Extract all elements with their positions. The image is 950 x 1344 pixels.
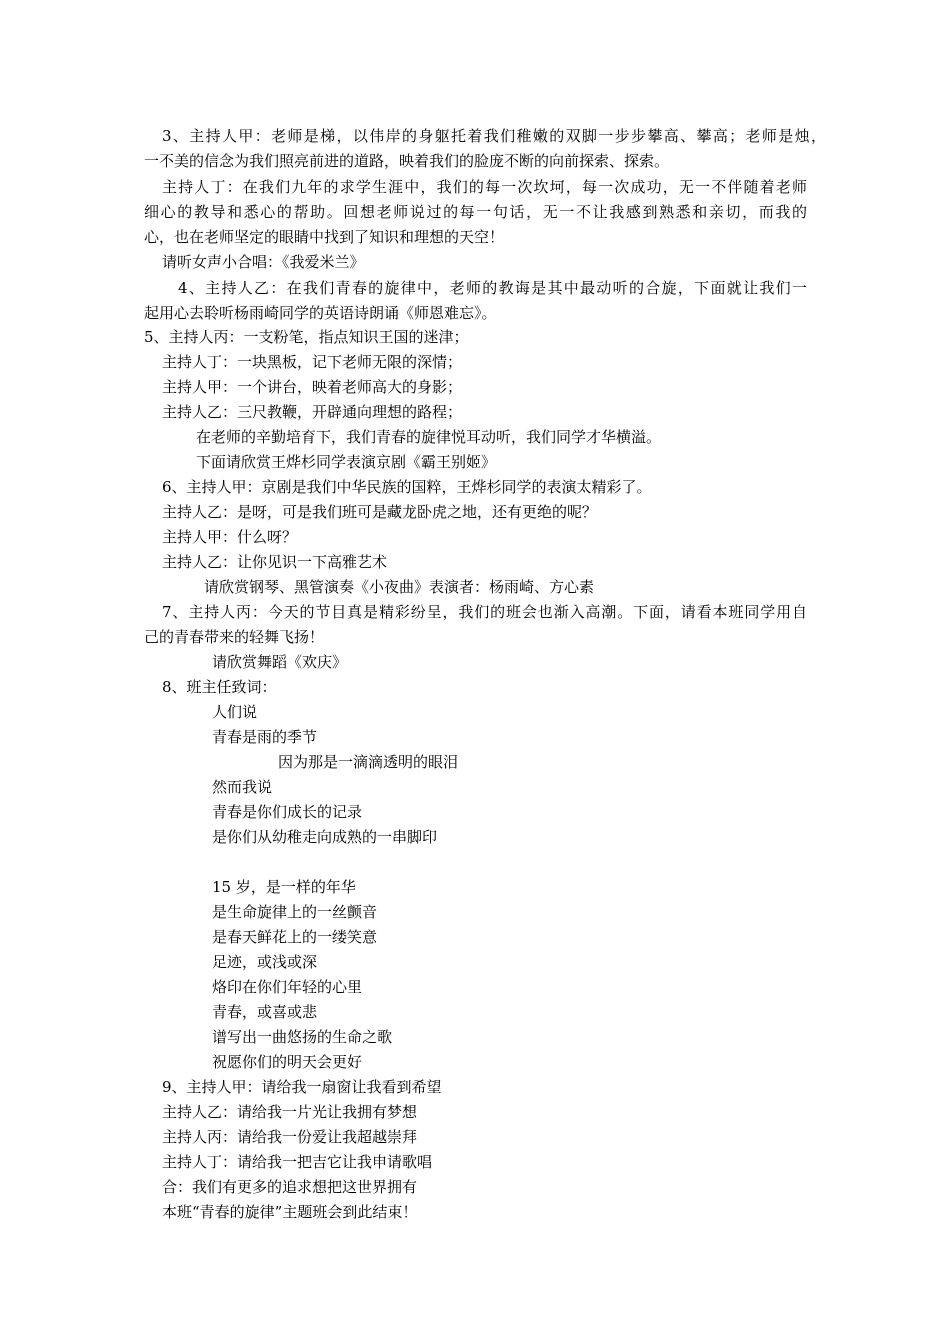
paragraph-9-ding: 主持人丁：请给我一把吉它让我申请歌唱	[162, 1153, 433, 1171]
paragraph-5-comment-2: 下面请欣赏王烨杉同学表演京剧《霸王别姬》	[196, 453, 497, 471]
poem-line: 祝愿你们的明天会更好	[212, 1053, 363, 1071]
paragraph-5-jia: 主持人甲：一个讲台，映着老师高大的身影；	[162, 378, 463, 396]
poem-line: 因为那是一滴滴透明的眼泪	[278, 753, 459, 771]
poem-line: 青春，或喜或悲	[212, 1003, 318, 1021]
poem-line: 青春是你们成长的记录	[212, 803, 363, 821]
performance-announcement: 请欣赏钢琴、黑管演奏《小夜曲》表演者：杨雨崎、方心素	[204, 578, 595, 596]
paragraph-6-yi: 主持人乙：是呀，可是我们班可是藏龙卧虎之地，还有更绝的呢？	[162, 503, 598, 521]
poem-line: 然而我说	[212, 778, 273, 796]
poem-line: 是你们从幼稚走向成熟的一串脚印	[212, 828, 438, 846]
closing-line: 本班“青春的旋律”主题班会到此结束！	[162, 1203, 418, 1221]
paragraph-6: 6、主持人甲：京剧是我们中华民族的国粹，王烨杉同学的表演太精彩了。	[162, 478, 652, 496]
poem-line: 谱写出一曲悠扬的生命之歌	[212, 1028, 393, 1046]
paragraph-5-yi: 主持人乙：三尺教鞭，开辟通向理想的路程；	[162, 403, 463, 421]
paragraph-9: 9、主持人甲：请给我一扇窗让我看到希望	[162, 1078, 442, 1096]
paragraph-7-line-1: 7、主持人丙：今天的节目真是精彩纷呈，我们的班会也渐入高潮。下面，请看本班同学用自	[162, 603, 807, 621]
paragraph-3-line-2: 一不美的信念为我们照亮前进的道路，映着我们的脸庞不断的向前探索、探索。	[144, 152, 670, 170]
paragraph-5: 5、主持人丙：一支粉笔，指点知识王国的迷津；	[144, 328, 469, 346]
paragraph-3-line-1: 3、主持人甲：老师是梯，以伟岸的身躯托着我们稚嫩的双脚一步步攀高、攀高；老师是烛，	[162, 127, 826, 145]
poem-line: 青春是雨的季节	[212, 728, 318, 746]
paragraph-8: 8、班主任致词：	[162, 678, 277, 696]
paragraph-4-line-2: 起用心去聆听杨雨崎同学的英语诗朗诵《师恩难忘》。	[144, 304, 497, 322]
paragraph-ding-line-1: 主持人丁：在我们九年的求学生涯中，我们的每一次坎坷，每一次成功，无一不伴随着老师	[162, 178, 807, 196]
paragraph-5-ding: 主持人丁：一块黑板，记下老师无限的深情；	[162, 353, 463, 371]
paragraph-9-yi: 主持人乙：请给我一片光让我拥有梦想	[162, 1103, 418, 1121]
poem-line: 烙印在你们年轻的心里	[212, 978, 363, 996]
song-announcement: 请听女声小合唱：《我爱米兰》	[162, 253, 365, 271]
poem-line: 足迹，或浅或深	[212, 953, 318, 971]
paragraph-4-line-1: 4、主持人乙：在我们青春的旋律中，老师的教诲是其中最动听的合旋，下面就让我们一	[178, 279, 807, 297]
poem-line: 15 岁，是一样的年华	[212, 878, 356, 896]
chorus-line: 合：我们有更多的追求想把这世界拥有	[162, 1178, 418, 1196]
poem-line: 是春天鲜花上的一缕笑意	[212, 928, 378, 946]
paragraph-ding-line-2: 细心的教导和悉心的帮助。回想老师说过的每一句话，无一不让我感到熟悉和亲切，而我的	[144, 203, 807, 221]
poem-line: 人们说	[212, 703, 258, 721]
paragraph-9-bing: 主持人丙：请给我一份爱让我超越崇拜	[162, 1128, 418, 1146]
paragraph-ding-line-3: 心，也在老师坚定的眼睛中找到了知识和理想的天空！	[144, 228, 505, 246]
paragraph-6-yi-2: 主持人乙：让你见识一下高雅艺术	[162, 553, 388, 571]
paragraph-5-comment-1: 在老师的辛勤培育下，我们青春的旋律悦耳动听，我们同学才华横溢。	[196, 428, 662, 446]
paragraph-6-jia: 主持人甲：什么呀？	[162, 528, 298, 546]
dance-announcement: 请欣赏舞蹈《欢庆》	[212, 653, 348, 671]
paragraph-7-line-2: 己的青春带来的轻舞飞扬！	[144, 628, 325, 646]
poem-line: 是生命旋律上的一丝颤音	[212, 903, 378, 921]
